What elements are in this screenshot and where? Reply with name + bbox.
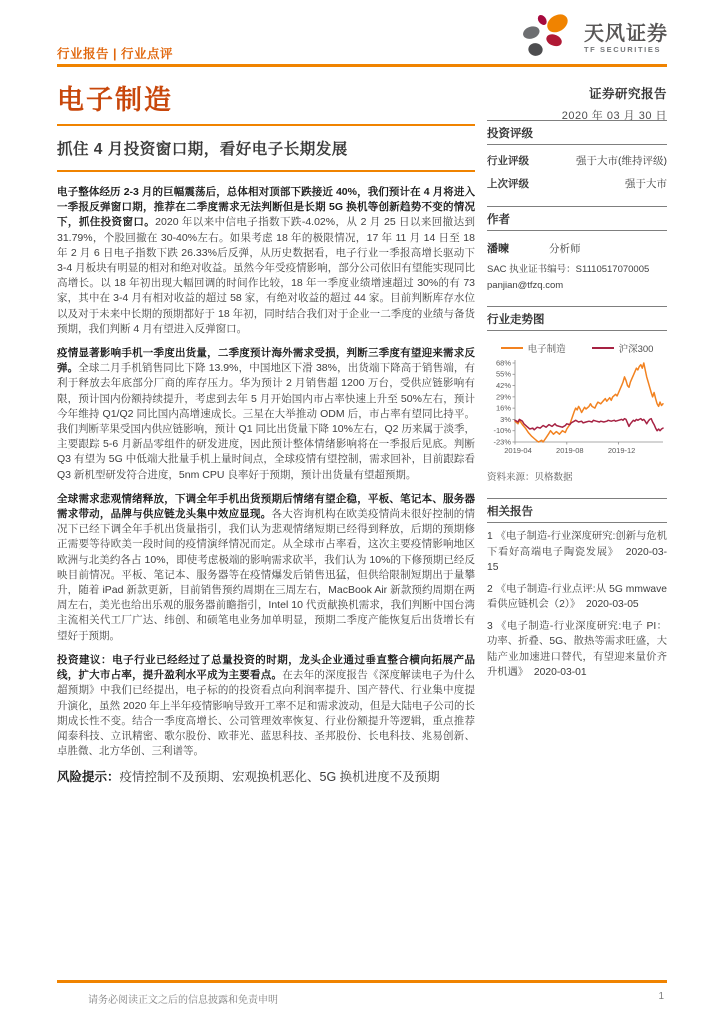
svg-text:55%: 55% — [495, 369, 511, 379]
paragraph-4 — [57, 653, 475, 759]
related-report-link-1[interactable] — [487, 529, 667, 576]
paragraph-4-lead: 投资建议：电子行业已经经过了总量投资的时期，龙头企业通过垂直整合横向拓展产品线，扩大市占率，提升盈利水平成为主要看点。 — [57, 653, 475, 682]
paragraph-1-lead: 电子整体经历 2-3 月的巨幅震荡后，总体相对顶部下跌接近 40%，我们预计在 4 月将进入一季报反弹窗口期，推荐在二季度需求无法判断但是长期 5G 换机等创新趋势不变的情况下，抓住投资窗口。 — [57, 186, 475, 229]
legend-item-electronics — [501, 341, 566, 355]
sidebar — [487, 120, 667, 696]
report-2-title: 《电子制造-行业点评:从 5G mmwave 看供应链机会（2）》 — [487, 583, 667, 610]
logo-subtitle: TF SECURITIES — [584, 45, 662, 54]
industry-trend-chart — [487, 357, 667, 457]
svg-text:3%: 3% — [500, 414, 511, 424]
paragraph-1-text: 2020 年以来中信电子指数下跌-4.02%，从 2 月 25 日以来回撤达到 31.79%，个股回撤在 30-40%左右。如果考虑 18 年的极限情况，17 年 11 月 14 日至 18 年 2 月 6 日电子指数下跌 26.33%后反弹，从历史数据看，电子行业一季报高增长驱动下 3-4 月板块有明显的相对和绝对收益。虽然今年受疫情影响，部分公司依旧有望能实现同比高增长。以 18 年初出现大幅回调的时间作比较，18 年一季度业绩增速超过 30%的有 73 家，其中在 3-4 月有相对收益的超过 58 家，有绝对收益的超过 44 家。目前判断库存水位以及对于未来中长期的预期都好于 18 年初，同时结合我们对于企业一二季度的业绩与备货预期，我们判断 4 月有望进入反弹窗口。 — [57, 216, 476, 335]
rating-section — [487, 120, 667, 191]
trend-chart-section — [487, 306, 667, 483]
previous-rating-label: 上次评级 — [487, 178, 529, 190]
flower-logo-icon — [522, 12, 576, 65]
related-report-link-3[interactable] — [487, 619, 667, 681]
breadcrumb: 行业报告 | 行业点评 — [57, 47, 173, 61]
rating-section-header: 投资评级 — [487, 120, 667, 145]
author-name: 潘暕 — [487, 243, 509, 255]
paragraph-4-text: 在去年的深度报告《深度解读电子为什么超预期》中我们已经提出，电子标的的投资看点向利润率提升、国产替代、行业集中度提升演化，虽然 2020 年上半年疫情影响导致开工率不足和需求波动，但是大陆电子公司的长期成长性不变。结合一季度高增长、公司管理效率恢复、行业份额提升等逻辑，重点推荐闻泰科技、立讯精密、歌尔股份、欧菲光、蓝思科技、圣邦股份、长电科技、兆易创新、卓胜微、北方华创、三利谱等。 — [57, 669, 476, 758]
tf-securities-logo — [522, 12, 668, 65]
legend-label-hs300: 沪深300 — [618, 344, 654, 355]
report-3-date: 2020-03-01 — [533, 667, 587, 678]
body-text — [57, 185, 475, 786]
paragraph-2 — [57, 346, 475, 483]
report-1-num: 1 — [487, 531, 493, 542]
author-role: 分析师 — [549, 243, 581, 255]
paragraph-3-lead: 全球需求悲观情绪释放，下调全年手机出货预期后情绪有望企稳，平板、笔记本、服务器需求带动，品牌与供应链龙头集中效应显现。 — [57, 492, 475, 521]
report-2-num: 2 — [487, 583, 493, 595]
paragraph-2-text: 全球二月手机销售同比下降 13.9%，中国地区下滑 38%，出货端下降高于销售端，有利于释放去年底部分厂商的库存压力。华为预计 2 月销售超 1200 万台，受供应链影响有限，预计国内份额持续提升，考虑到去年 5 月开始国内市占率快速上升至 50%左右，预计今年维持 Q1/Q2 同比国内高增速成长。三星在大举推动 ODM 后，市占率有望同比持平。我们判断苹果受国内供应链影响，预计 Q1 同比出货量下降 10%左右，Q2 历来属于淡季，主要跟踪 5-6 月新品零组件的研发进度，因此预计整体情绪影响将在一季报后见底。判断 Q3 有望为 5G 中低端大批量手机上量时间点，全球疫情有望控制，需求回补，目前跟踪看 Q3 新机型研发符合进度，5nm CPU 良率好于预期，预计出货量有望超预期。 — [57, 362, 476, 481]
related-reports-section — [487, 498, 667, 681]
report-subtitle: 抓住 4 月投资窗口期，看好电子长期发展 — [57, 124, 475, 172]
svg-text:29%: 29% — [495, 392, 511, 402]
page-number: 1 — [658, 991, 664, 1002]
previous-rating-row — [487, 168, 667, 191]
legend-swatch-hs300 — [592, 347, 614, 349]
paragraph-1 — [57, 185, 475, 337]
legend-swatch-electronics — [501, 347, 523, 349]
risk-warning-text: 疫情控制不及预期、宏观换机恶化、5G 换机进度不及预期 — [119, 770, 440, 785]
svg-text:68%: 68% — [495, 358, 511, 368]
paragraph-2-lead: 疫情显著影响手机一季度出货量，二季度预计海外需求受损，判断三季度有望迎来需求反弹。 — [57, 347, 475, 375]
svg-text:-23%: -23% — [493, 437, 511, 447]
report-3-num: 3 — [487, 620, 493, 632]
author-section — [487, 206, 667, 291]
footer-disclaimer: 请务必阅读正文之后的信息披露和免责申明 — [88, 995, 278, 1006]
paragraph-3-text: 各大咨询机构在欧美疫情尚未很好控制的情况下已经下调全年手机出货量指引，我们认为悲观情绪短期已经得到释放，后期的预期修正需要等待欧美一段时间的疫情演绎情况而定。从全球市占率看，这次主要疫情影响地区欧洲与北美约各占 10%，即使考虑极端的影响需求砍半，我们认为 10%的下修预期已经反映目前情况。平板、笔记本、服务器等在疫情爆发后销售迅猛，但供给限制短期出于量攀升，随着 iPad 新款更新，目前销售预约周期在三周左右，MacBook Air 新款预约周期在两周左右，美光也给出乐观的服务器前瞻指引，Intel 10 代贡献换机需求，我们判断中国台湾主流相关代工厂广达、纬创、和硕笔电业务加单明显，预期二季度产能恢复后出货增长有望好于预期。 — [57, 508, 476, 642]
svg-text:2019-04: 2019-04 — [504, 446, 532, 455]
chart-legend — [487, 341, 667, 355]
risk-warning-lead: 风险提示： — [57, 770, 120, 785]
report-meta — [562, 84, 667, 123]
svg-text:42%: 42% — [495, 380, 511, 390]
industry-rating-row — [487, 145, 667, 168]
author-section-header: 作者 — [487, 206, 667, 231]
previous-rating-value: 强于大市 — [625, 178, 667, 190]
svg-text:-10%: -10% — [493, 426, 511, 436]
author-row — [487, 231, 667, 256]
risk-warning — [57, 768, 475, 786]
svg-text:16%: 16% — [495, 403, 511, 413]
paragraph-3 — [57, 492, 475, 644]
report-2-date: 2020-03-05 — [585, 599, 639, 610]
logo-text — [584, 23, 668, 54]
chart-source-note: 资料来源：贝格数据 — [487, 472, 573, 483]
report-1-title: 《电子制造-行业深度研究:创新与危机下看好高端电子陶瓷发展》 — [487, 531, 667, 558]
trend-section-header: 行业走势图 — [487, 306, 667, 331]
author-email-link[interactable]: panjian@tfzq.com — [487, 280, 564, 291]
logo-name: 天风证券 — [584, 23, 668, 45]
svg-text:2019-08: 2019-08 — [556, 446, 584, 455]
header-divider — [57, 64, 667, 67]
page-title: 电子制造 — [57, 85, 173, 115]
industry-rating-label: 行业评级 — [487, 155, 529, 167]
report-3-title: 《电子制造-行业深度研究:电子 PI：功率、折叠、5G、散热等需求旺盛，大陆产业加速进口替代，有望迎来量价齐升机遇》 — [487, 620, 667, 678]
author-sac-number: SAC 执业证书编号：S1110517070005 — [487, 264, 650, 275]
related-reports-header: 相关报告 — [487, 498, 667, 523]
svg-text:2019-12: 2019-12 — [607, 446, 636, 455]
legend-label-electronics: 电子制造 — [527, 344, 566, 355]
report-date: 2020 年 03 月 30 日 — [561, 110, 667, 122]
footer-divider — [57, 980, 667, 983]
industry-rating-value: 强于大市(维持评级) — [576, 155, 667, 167]
report-1-date: 2020-03-15 — [487, 546, 667, 573]
related-report-link-2[interactable] — [487, 582, 667, 613]
main-content — [57, 124, 475, 786]
legend-item-hs300 — [592, 341, 654, 355]
report-type-label: 证券研究报告 — [588, 87, 667, 101]
